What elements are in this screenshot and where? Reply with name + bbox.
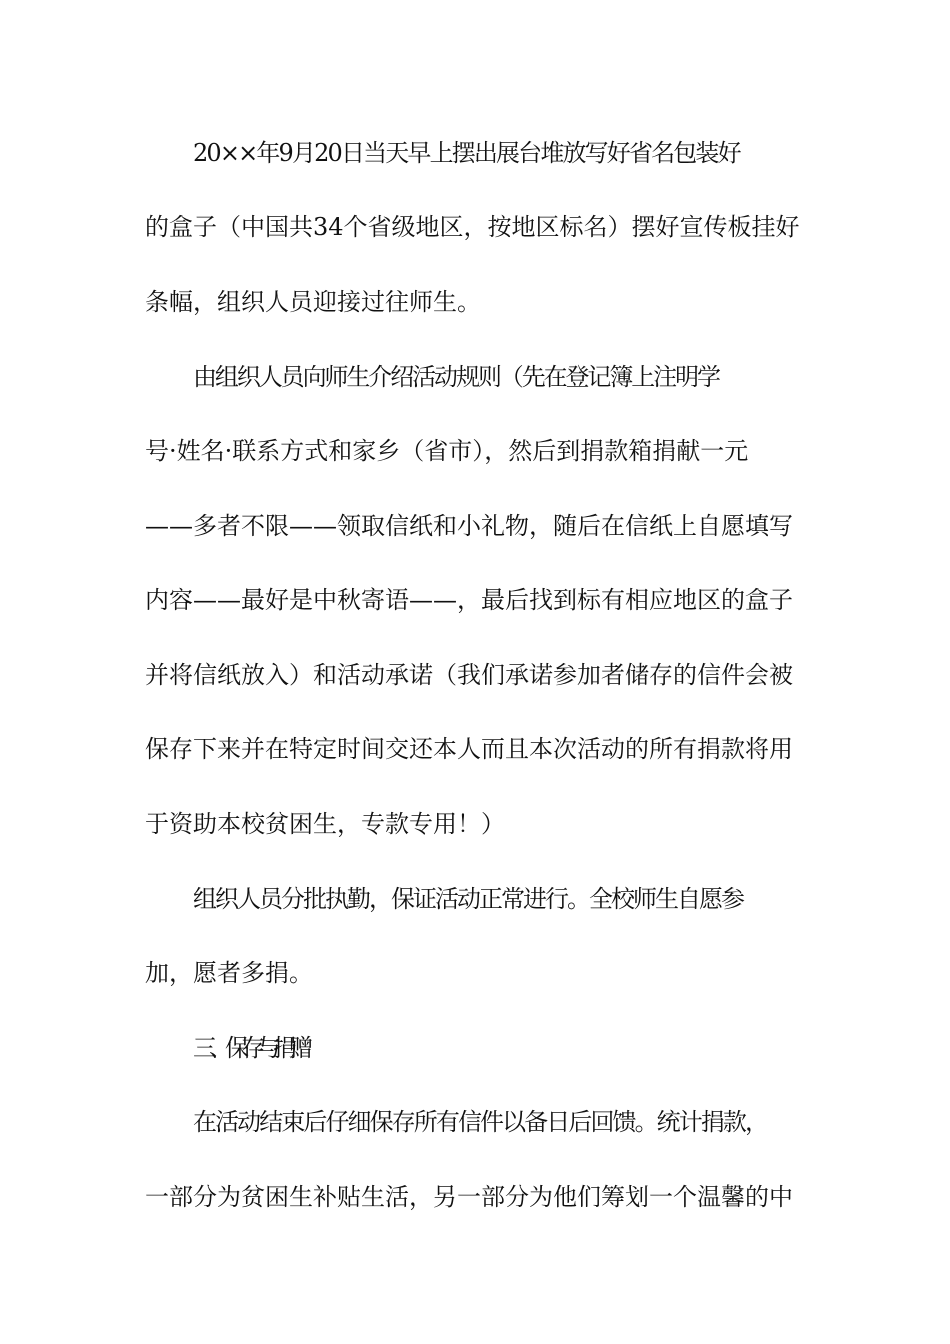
paragraph-2-line-6: 保存下来并在特定时间交还本人而且本次活动的所有捐款将用 [145,735,793,763]
paragraph-2-line-5: 并将信纸放入）和活动承诺（我们承诺参加者储存的信件会被 [145,661,793,689]
paragraph-1-line-1: 20××年9月20日当天早上摆出展台堆放写好省名包装好 [193,139,740,167]
paragraph-4-line-2: 一部分为贫困生补贴生活，另一部分为他们筹划一个温馨的中 [145,1183,793,1211]
paragraph-2-line-7: 于资助本校贫困生，专款专用！） [145,810,505,838]
paragraph-3-line-1: 组织人员分批执勤，保证活动正常进行。全校师生自愿参 [193,885,743,913]
paragraph-1-line-2: 的盒子（中国共34个省级地区，按地区标名）摆好宣传板挂好 [145,213,800,241]
paragraph-2-line-1: 由组织人员向师生介绍活动规则（先在登记簿上注明学 [193,363,719,391]
section-heading: 三、保存与捐赠 [193,1034,305,1062]
paragraph-2-line-3: ——多者不限——领取信纸和小礼物，随后在信纸上自愿填写 [145,512,793,540]
paragraph-2-line-2: 号·姓名·联系方式和家乡（省市），然后到捐款箱捐献一元 [145,437,749,465]
paragraph-2-line-4: 内容——最好是中秋寄语——，最后找到标有相应地区的盒子 [145,586,793,614]
paragraph-1-line-3: 条幅，组织人员迎接过往师生。 [145,288,481,316]
paragraph-4-line-1: 在活动结束后仔细保存所有信件以备日后回馈。统计捐款， [193,1108,768,1136]
paragraph-3-line-2: 加，愿者多捐。 [145,959,313,987]
